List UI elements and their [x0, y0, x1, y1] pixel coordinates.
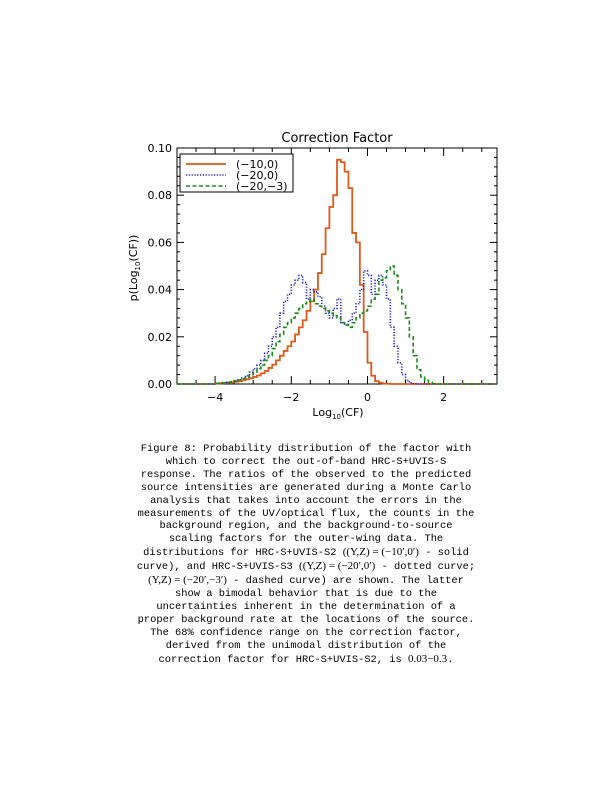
caption-line: scaling factors for the outer-wing data. The	[168, 533, 444, 546]
legend	[180, 154, 293, 193]
caption-line: correction factor for HRC-S+UVIS-S2, is 0.03−0.3.	[158, 652, 454, 666]
x-tick-label: −2	[283, 391, 300, 404]
caption-line: The 68% confidence range on the correction factor,	[150, 626, 462, 639]
caption-line: source intensities are generated during a Monte Carlo	[140, 481, 472, 494]
caption-line: analysis that takes into account the errors in the	[150, 494, 462, 507]
chart-title: Correction Factor	[281, 131, 393, 146]
caption-line: which to correct the out-of-band HRC-S+UVIS-S	[165, 455, 447, 468]
x-tick-label: 0	[363, 391, 371, 404]
y-axis-label: p(Log$_{10}$(CF))	[127, 234, 142, 302]
caption-line: derived from the unimodal distribution of the	[165, 639, 447, 652]
y-tick-label: 0.04	[147, 283, 172, 297]
legend-label: (−10,0)	[236, 158, 279, 171]
caption-line: background region, and the background-to-source	[159, 520, 453, 533]
figure-caption	[118, 443, 494, 666]
y-tick-label: 0.00	[147, 378, 172, 391]
caption-line: Figure 8: Probability distribution of the factor with	[140, 443, 472, 455]
caption-line: uncertainties inherent in the determination of a	[156, 600, 456, 613]
x-axis-label: Log$_{10}$(CF)	[312, 406, 364, 421]
series-line-2	[177, 271, 497, 384]
x-tick-label: −4	[206, 391, 224, 404]
series-line-1	[177, 160, 497, 384]
x-tick-label: 2	[440, 391, 448, 404]
caption-line: distributions for HRC-S+UVIS-S2 ((Y,Z) = (−10′,0′) - solid	[143, 546, 469, 560]
caption-line: measurements of the UV/optical flux, the counts in the	[137, 507, 475, 520]
series-layer	[177, 160, 497, 384]
series-line-3	[177, 266, 497, 384]
y-tick-label: 0.02	[147, 330, 172, 344]
y-tick-label: 0.10	[147, 142, 172, 155]
caption-line: response. The ratios of the observed to the predicted	[140, 468, 472, 481]
y-tick-label: 0.06	[147, 236, 172, 250]
y-tick-label: 0.08	[147, 189, 172, 203]
legend-label: (−20,0)	[236, 169, 279, 182]
legend-label: (−20,−3)	[236, 180, 288, 193]
caption-line: show a bimodal behavior that is due to the	[175, 587, 437, 600]
caption-line: curve), and HRC-S+UVIS-S3 ((Y,Z) = (−20′,0′) - dotted curve;	[136, 560, 476, 574]
caption-line: (Y,Z) = (−20′,−3′) - dashed curve) are shown. The latter	[148, 574, 464, 588]
caption-line: proper background rate at the locations of the source.	[137, 613, 475, 626]
